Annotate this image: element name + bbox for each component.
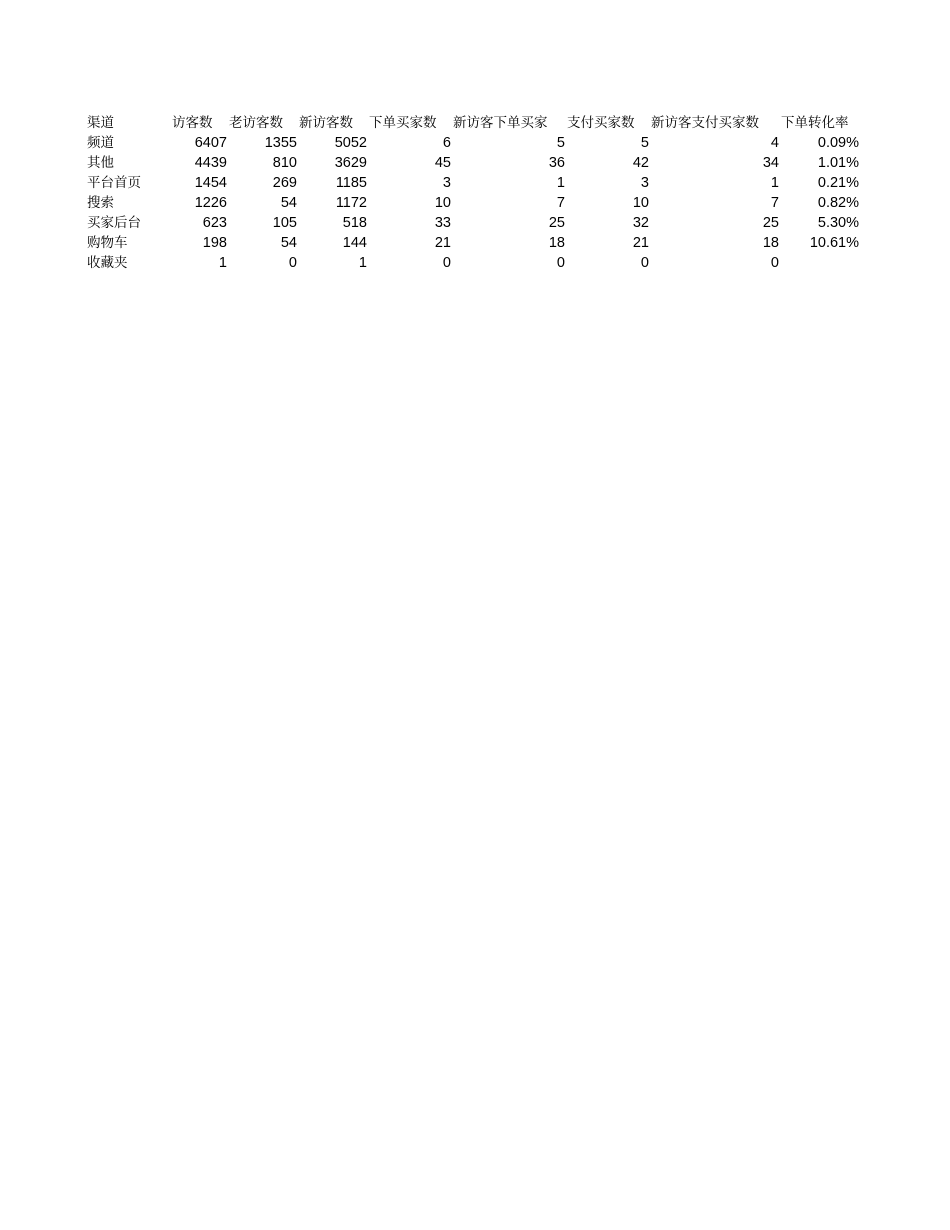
cell-order-buyers: 21 bbox=[434, 235, 451, 251]
table-row bbox=[86, 193, 860, 213]
cell-order-buyers: 3 bbox=[442, 175, 451, 191]
cell-order-buyers: 10 bbox=[434, 195, 451, 211]
cell-paying-buyers: 3 bbox=[640, 175, 649, 191]
cell-order-conversion-rate: 5.30% bbox=[817, 215, 859, 231]
header-channel: 渠道 bbox=[87, 115, 114, 131]
cell-order-conversion-rate: 0.82% bbox=[817, 195, 859, 211]
cell-order-conversion-rate: 0.09% bbox=[817, 135, 859, 151]
cell-new-visitor-paying-buyers: 25 bbox=[762, 215, 779, 231]
cell-new-visitor-order-buyers: 7 bbox=[556, 195, 565, 211]
cell-paying-buyers: 42 bbox=[632, 155, 649, 171]
cell-new-visitor-order-buyers: 36 bbox=[548, 155, 565, 171]
cell-new-visitors: 518 bbox=[342, 215, 367, 231]
cell-visitors: 4439 bbox=[194, 155, 227, 171]
cell-order-conversion-rate: 10.61% bbox=[809, 235, 859, 251]
spreadsheet-area bbox=[86, 113, 860, 273]
header-order-conversion-rate: 下单转化率 bbox=[781, 115, 849, 131]
cell-returning-visitors: 269 bbox=[272, 175, 297, 191]
cell-new-visitors: 1 bbox=[358, 255, 367, 271]
cell-paying-buyers: 5 bbox=[640, 135, 649, 151]
header-new-visitors: 新访客数 bbox=[299, 115, 353, 131]
cell-paying-buyers: 32 bbox=[632, 215, 649, 231]
table-row bbox=[86, 153, 860, 173]
cell-channel: 买家后台 bbox=[87, 215, 141, 231]
cell-new-visitor-paying-buyers: 4 bbox=[770, 135, 779, 151]
cell-visitors: 6407 bbox=[194, 135, 227, 151]
cell-new-visitors: 5052 bbox=[334, 135, 367, 151]
header-paying-buyers: 支付买家数 bbox=[567, 115, 635, 131]
cell-paying-buyers: 21 bbox=[632, 235, 649, 251]
cell-order-buyers: 33 bbox=[434, 215, 451, 231]
table-row bbox=[86, 133, 860, 153]
cell-returning-visitors: 105 bbox=[272, 215, 297, 231]
cell-new-visitors: 3629 bbox=[334, 155, 367, 171]
cell-visitors: 623 bbox=[202, 215, 227, 231]
cell-new-visitor-paying-buyers: 34 bbox=[762, 155, 779, 171]
cell-channel: 收藏夹 bbox=[87, 255, 128, 271]
cell-order-conversion-rate bbox=[780, 253, 860, 273]
cell-new-visitors: 1185 bbox=[335, 175, 367, 191]
cell-new-visitor-paying-buyers: 1 bbox=[770, 175, 779, 191]
header-new-visitor-paying-buyers: 新访客支付买家数 bbox=[651, 115, 759, 131]
header-new-visitor-order-buyers: 新访客下单买家 bbox=[453, 115, 548, 131]
cell-returning-visitors: 810 bbox=[272, 155, 297, 171]
table-row bbox=[86, 253, 860, 273]
header-order-buyers: 下单买家数 bbox=[369, 115, 437, 131]
cell-new-visitor-paying-buyers: 0 bbox=[770, 255, 779, 271]
cell-channel: 购物车 bbox=[87, 235, 128, 251]
cell-new-visitor-paying-buyers: 18 bbox=[762, 235, 779, 251]
cell-paying-buyers: 10 bbox=[632, 195, 649, 211]
cell-returning-visitors: 54 bbox=[280, 195, 297, 211]
cell-order-conversion-rate: 1.01% bbox=[817, 155, 859, 171]
cell-returning-visitors: 0 bbox=[288, 255, 297, 271]
cell-channel: 频道 bbox=[87, 135, 114, 151]
cell-order-buyers: 45 bbox=[434, 155, 451, 171]
cell-visitors: 1226 bbox=[194, 195, 227, 211]
cell-new-visitors: 144 bbox=[342, 235, 367, 251]
cell-new-visitor-order-buyers: 18 bbox=[548, 235, 565, 251]
cell-new-visitor-order-buyers: 5 bbox=[556, 135, 565, 151]
table-row bbox=[86, 233, 860, 253]
table-row bbox=[86, 173, 860, 193]
cell-order-conversion-rate: 0.21% bbox=[817, 175, 859, 191]
header-returning-visitors: 老访客数 bbox=[229, 115, 283, 131]
cell-paying-buyers: 0 bbox=[640, 255, 649, 271]
cell-order-buyers: 6 bbox=[442, 135, 451, 151]
cell-returning-visitors: 1355 bbox=[264, 135, 297, 151]
header-row bbox=[86, 113, 860, 133]
header-visitors: 访客数 bbox=[172, 115, 213, 131]
channel-traffic-table bbox=[86, 113, 860, 273]
cell-new-visitor-order-buyers: 0 bbox=[556, 255, 565, 271]
cell-new-visitor-paying-buyers: 7 bbox=[770, 195, 779, 211]
table-row bbox=[86, 213, 860, 233]
cell-new-visitor-order-buyers: 1 bbox=[556, 175, 565, 191]
cell-channel: 其他 bbox=[87, 155, 114, 171]
cell-visitors: 1 bbox=[218, 255, 227, 271]
cell-new-visitors: 1172 bbox=[335, 195, 367, 211]
cell-new-visitor-order-buyers: 25 bbox=[548, 215, 565, 231]
cell-visitors: 1454 bbox=[194, 175, 227, 191]
cell-visitors: 198 bbox=[202, 235, 227, 251]
cell-channel: 平台首页 bbox=[87, 175, 141, 191]
cell-channel: 搜索 bbox=[87, 195, 114, 211]
cell-order-buyers: 0 bbox=[442, 255, 451, 271]
cell-returning-visitors: 54 bbox=[280, 235, 297, 251]
